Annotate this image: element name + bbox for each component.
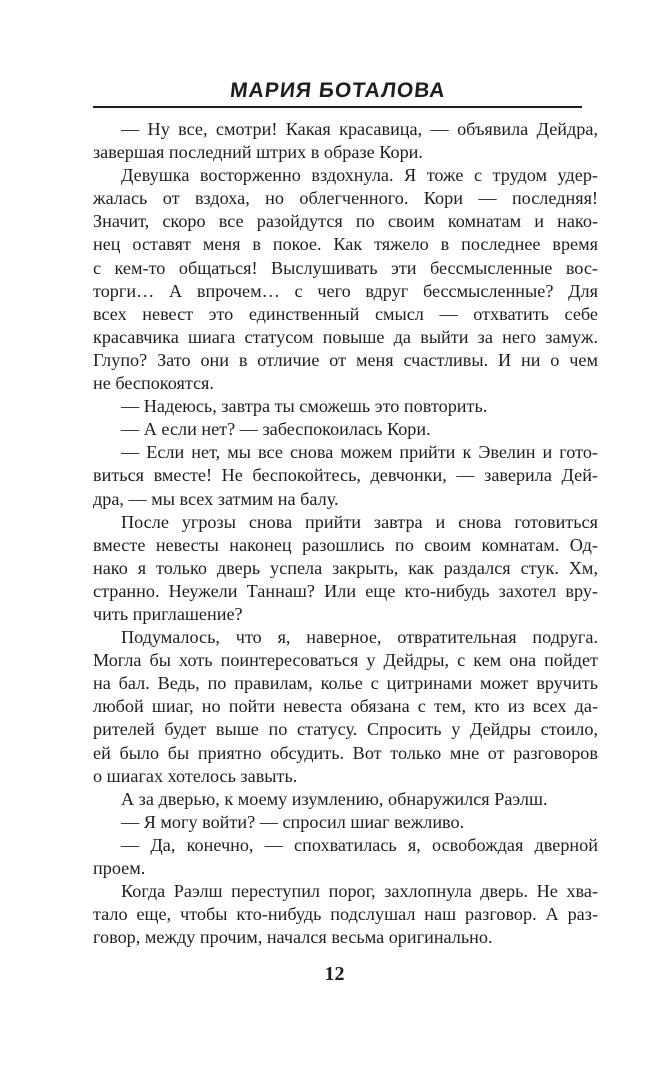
paragraph [93, 511, 598, 626]
text-line: — Надеюсь, завтра ты сможешь это повторить. [121, 396, 488, 417]
text-line: — А если нет? — забеспокоилась Кори. [121, 419, 431, 440]
text-line: о шиагах хотелось завыть. [93, 765, 298, 786]
text-line: Значит, скоро все разойдутся по своим комнатам и нако- [93, 211, 598, 232]
text-line: тало еще, чтобы кто-нибудь подслушал наш разговор. А раз- [93, 904, 598, 925]
text-line: странно. Неужели Таннаш? Или еще кто-нибудь захотел вру- [93, 580, 598, 601]
text-line: Когда Раэлш переступил порог, захлопнула дверь. Не хва- [121, 881, 598, 902]
text-line: жалась от вздоха, но облегченного. Кори — последняя! [93, 188, 598, 209]
text-line: — Ну все, смотри! Какая красавица, — объявила Дейдра, [121, 119, 598, 139]
text-line: — Да, конечно, — спохватилась я, освобождая дверной [121, 834, 598, 855]
text-line: с кем-то общаться! Выслушивать эти бессмысленные вос- [93, 257, 598, 278]
text-line: Подумалось, что я, наверное, отвратительная подруга. [121, 627, 598, 648]
text-line: чить приглашение? [93, 603, 243, 624]
text-line: всех невест это единственный смысл — отхватить себе [93, 303, 598, 324]
text-line: нако я только дверь успела закрыть, как раздался стук. Хм, [93, 557, 598, 578]
text-line: любой шиаг, но пойти невеста обязана с тем, кто из всех да- [93, 696, 598, 717]
text-line: рителей будет выше по статусу. Спросить у Дейдры стоило, [93, 719, 598, 740]
text-line: Могла бы хоть поинтересоваться у Дейдры, с кем она пойдет [93, 650, 598, 671]
text-line: проем. [93, 858, 146, 878]
body-text [93, 118, 598, 949]
paragraph [93, 418, 598, 441]
paragraph [93, 441, 598, 510]
text-line: торги… А впрочем… с чего вдруг бессмысленные? Для [93, 280, 598, 301]
text-line: После угрозы снова прийти завтра и снова готовиться [121, 511, 598, 532]
text-line: не беспокоятся. [93, 373, 214, 394]
paragraph [93, 118, 598, 164]
text-line: на бал. Ведь, по правилам, колье с цитринами может вручить [93, 673, 598, 694]
text-line: — Я могу войти? — спросил шиаг вежливо. [121, 811, 465, 832]
text-line: вместе невесты наконец разошлись по своим комнатам. Од- [93, 534, 598, 555]
text-line: говор, между прочим, начался весьма оригинально. [93, 927, 493, 948]
text-line: Девушка восторженно вздохнула. Я тоже с трудом удер- [121, 165, 598, 186]
text-line: завершая последний штрих в образе Кори. [93, 142, 423, 163]
paragraph [93, 626, 598, 788]
paragraph [93, 811, 598, 834]
text-line: нец оставят меня в покое. Как тяжело в последнее время [93, 234, 598, 255]
text-line: Глупо? Зато они в отличие от меня счастливы. И ни о чем [93, 349, 598, 370]
page-number: 12 [324, 963, 345, 985]
header-rule [93, 106, 582, 108]
running-header [93, 78, 582, 107]
paragraph [93, 395, 598, 418]
paragraph [93, 880, 598, 949]
text-line: виться вместе! Не беспокойтесь, девчонки, — заверила Дей- [93, 465, 598, 486]
text-line: дра, — мы всех затмим на балу. [93, 488, 339, 509]
author-name: МАРИЯ БОТАЛОВА [228, 79, 447, 102]
paragraph [93, 834, 598, 880]
paragraph [93, 164, 598, 395]
text-line: ей было бы приятно обсудить. Вот только мне от разговоров [93, 742, 598, 763]
text-line: А за дверью, к моему изумлению, обнаружился Раэлш. [121, 788, 548, 809]
paragraph [93, 788, 598, 811]
text-line: — Если нет, мы все снова можем прийти к Эвелин и гото- [121, 442, 598, 463]
text-line: красавчика шиага статусом повыше да выйти за него замуж. [93, 326, 598, 347]
